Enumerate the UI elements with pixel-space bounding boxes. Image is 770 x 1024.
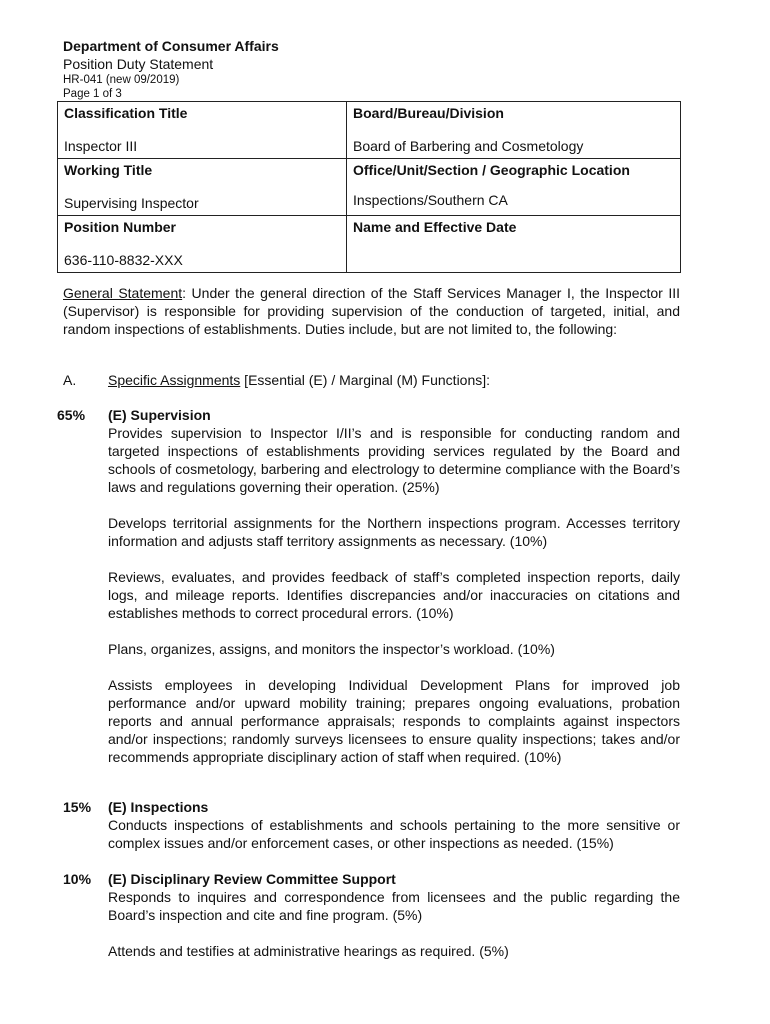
position-number-value: 636-110-8832-XXX xyxy=(64,252,183,268)
general-statement-text: : Under the general direction of the Staff Services Manager I, the Inspector III (Supervisor) is responsible for providing supervision of the conduction of targeted, initial, and random inspections of establishments. Duties include, but are not limited to, the following: xyxy=(63,285,681,337)
department-name: Department of Consumer Affairs xyxy=(63,38,279,54)
name-date-cell xyxy=(347,216,681,273)
duty-paragraph: Attends and testifies at administrative hearings as required. (5%) xyxy=(108,943,509,959)
position-number-cell xyxy=(58,216,347,273)
office-cell xyxy=(347,159,681,216)
working-title-cell xyxy=(58,159,347,216)
duty-title: (E) Disciplinary Review Committee Support xyxy=(108,871,396,887)
general-statement-label: General Statement xyxy=(63,285,183,301)
general-statement xyxy=(63,284,680,338)
duty-paragraph: Assists employees in developing Individual Development Plans for improved job performance and/or upward mobility training; prepares ongoing evaluations, probation reports and annual performance appraisals; responds to complaints against inspectors and/or inspections; randomly surveys licensees to ensure quality inspections; takes and/or recommends appropriate disciplinary action of staff when required. (10%) xyxy=(108,677,680,765)
office-label: Office/Unit/Section / Geographic Location xyxy=(353,162,630,178)
duty-paragraph: Conducts inspections of establishments and schools pertaining to the more sensitive or complex issues and/or enforcement cases, or other inspections as needed. (15%) xyxy=(108,817,680,851)
page-number: Page 1 of 3 xyxy=(63,88,122,100)
document-title: Position Duty Statement xyxy=(63,56,214,72)
classification-title-label: Classification Title xyxy=(64,105,188,121)
board-cell xyxy=(347,102,681,159)
duty-title: (E) Supervision xyxy=(108,407,211,423)
duty-paragraph: Provides supervision to Inspector I/II’s and is responsible for conducting random and targeted inspections of establishments providing services regulated by the Board and schools of cosmetology, barbering and electrology to determine compliance with the Board’s laws and regulations governing their operation. (25%) xyxy=(108,425,680,495)
name-date-label: Name and Effective Date xyxy=(353,219,517,235)
duty-paragraph: Plans, organizes, assigns, and monitors the inspector’s workload. (10%) xyxy=(108,641,555,657)
duty-percent: 15% xyxy=(63,799,92,815)
position-info-table xyxy=(57,101,681,273)
duty-title: (E) Inspections xyxy=(108,799,209,815)
working-title-value: Supervising Inspector xyxy=(64,195,199,211)
duty-disciplinary-review xyxy=(57,870,680,960)
working-title-label: Working Title xyxy=(64,162,153,178)
section-suffix: [Essential (E) / Marginal (M) Functions]: xyxy=(240,372,491,388)
document-header xyxy=(63,38,683,101)
board-label: Board/Bureau/Division xyxy=(353,105,504,121)
classification-title-value: Inspector III xyxy=(64,138,138,154)
section-letter: A. xyxy=(63,372,77,388)
board-value: Board of Barbering and Cosmetology xyxy=(353,138,584,154)
duty-percent: 10% xyxy=(63,871,92,887)
table-row xyxy=(58,102,681,159)
duty-paragraph: Reviews, evaluates, and provides feedback of staff’s completed inspection reports, daily logs, and mileage reports. Identifies discrepancies and/or inaccuracies on citations and establishes methods to correct procedural errors. (10%) xyxy=(108,569,680,621)
form-id: HR-041 (new 09/2019) xyxy=(63,74,180,86)
duty-supervision xyxy=(57,406,680,766)
duty-paragraph: Responds to inquires and correspondence from licensees and the public regarding the Board’s inspection and cite and fine program. (5%) xyxy=(108,889,680,923)
section-a-heading xyxy=(63,371,680,389)
office-value: Inspections/Southern CA xyxy=(353,192,508,208)
table-row xyxy=(58,216,681,273)
position-number-label: Position Number xyxy=(64,219,177,235)
classification-title-cell xyxy=(58,102,347,159)
table-row xyxy=(58,159,681,216)
duty-percent: 65% xyxy=(57,407,86,423)
section-label: Specific Assignments xyxy=(108,372,241,388)
duty-inspections xyxy=(57,798,680,852)
duty-paragraph: Develops territorial assignments for the Northern inspections program. Accesses territory information and adjusts staff territory assignments as necessary. (10%) xyxy=(108,515,680,549)
